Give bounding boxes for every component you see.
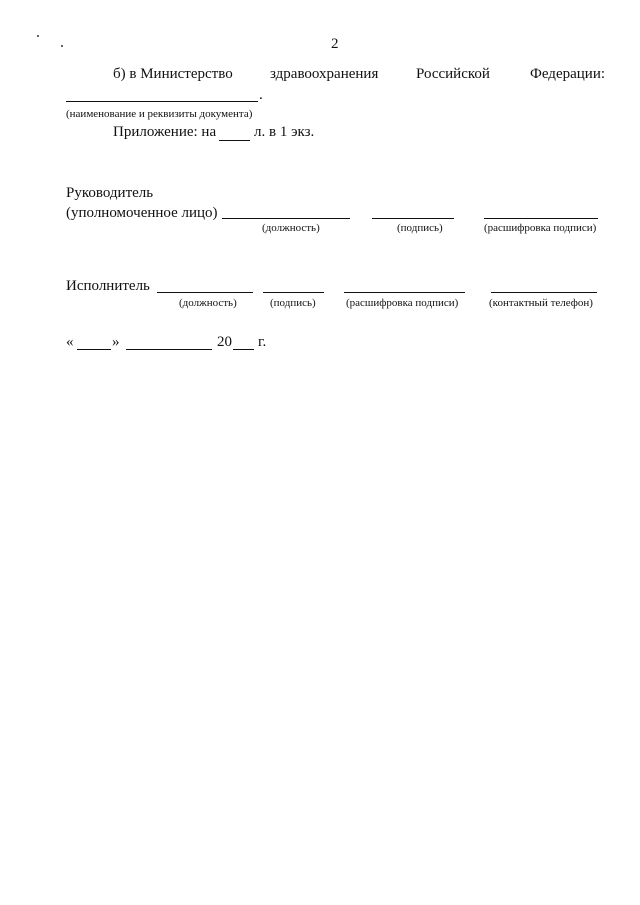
head-signature-caption: (подпись)	[397, 222, 443, 234]
date-month-line	[126, 349, 212, 350]
attachment-prefix: Приложение: на	[113, 124, 217, 140]
recipient-word-federation: Федерации:	[530, 66, 606, 82]
executor-phone-caption: (контактный телефон)	[489, 297, 593, 309]
attachment-sheets-line	[219, 140, 250, 141]
executor-signature-line	[263, 292, 324, 293]
head-label: Руководитель	[66, 185, 154, 201]
head-name-caption: (расшифровка подписи)	[484, 222, 597, 234]
scan-speck	[61, 45, 63, 47]
date-year-line	[233, 349, 254, 350]
document-name-caption: (наименование и реквизиты документа)	[66, 108, 253, 120]
executor-name-caption: (расшифровка подписи)	[346, 297, 459, 309]
attachment-suffix: л. в 1 экз.	[254, 124, 315, 140]
document-name-period: .	[259, 87, 263, 103]
recipient-letter: б) в Министерство	[113, 66, 233, 82]
document-name-line	[66, 101, 258, 102]
head-name-line	[484, 218, 598, 219]
executor-name-line	[344, 292, 465, 293]
date-close-quote: »	[112, 334, 120, 350]
executor-phone-line	[491, 292, 597, 293]
scan-speck	[37, 35, 39, 37]
recipient-word-russian: Российской	[416, 66, 490, 82]
head-label-authorized: (уполномоченное лицо)	[66, 205, 218, 221]
executor-position-line	[157, 292, 253, 293]
head-position-caption: (должность)	[262, 222, 320, 234]
executor-position-caption: (должность)	[179, 297, 237, 309]
page-number: 2	[331, 36, 339, 52]
date-open-quote: «	[66, 334, 74, 350]
head-position-line	[222, 218, 350, 219]
executor-signature-caption: (подпись)	[270, 297, 316, 309]
date-year-suffix: г.	[258, 334, 267, 350]
date-day-line	[77, 349, 111, 350]
date-century: 20	[217, 334, 232, 350]
head-signature-line	[372, 218, 454, 219]
executor-label: Исполнитель	[66, 278, 150, 294]
recipient-word-health: здравоохранения	[270, 66, 379, 82]
